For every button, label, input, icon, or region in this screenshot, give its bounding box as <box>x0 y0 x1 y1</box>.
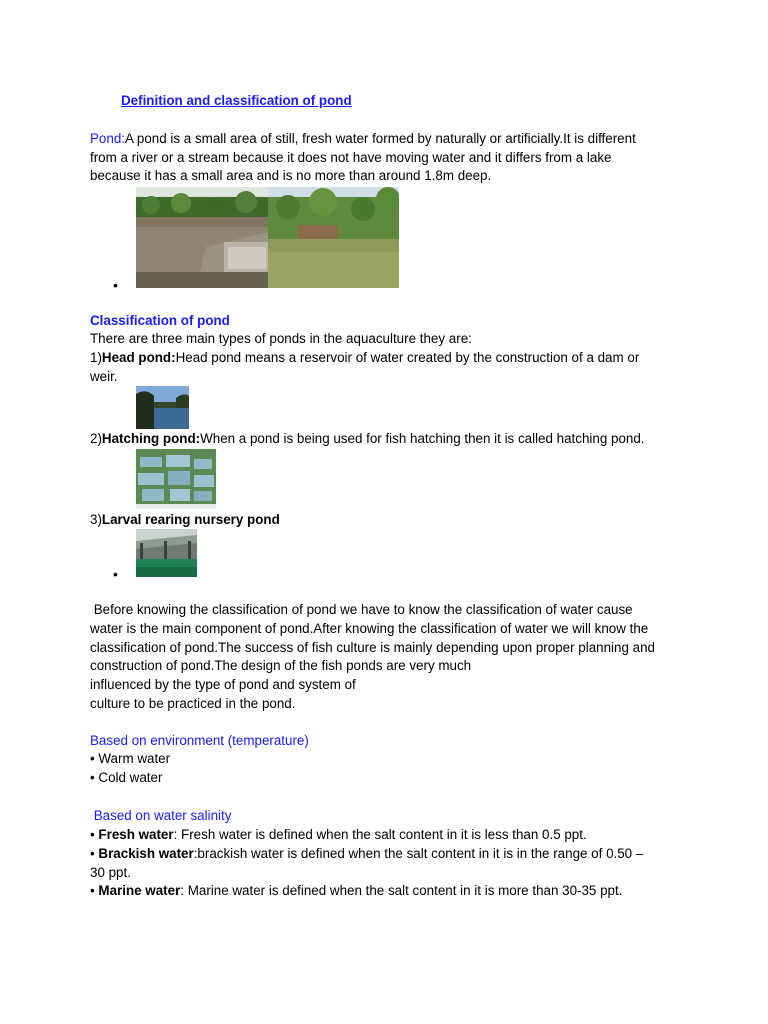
hatching-pond-text: When a pond is being used for fish hatching then it is called hatching pond. <box>200 431 645 446</box>
pond-photo-right <box>268 187 399 288</box>
nursery-pond-photo <box>136 529 197 577</box>
salinity-heading: Based on water salinity <box>90 808 232 823</box>
head-pond-number: 1) <box>90 350 102 365</box>
head-pond-line <box>90 349 639 367</box>
classification-intro: There are three main types of ponds in the aquaculture they are: <box>90 331 472 346</box>
list-bullet: • <box>113 277 118 293</box>
environment-item-warm: • Warm water <box>90 751 171 766</box>
environment-heading: Based on environment (temperature) <box>90 733 309 748</box>
head-pond-photo <box>136 386 189 429</box>
pond-definition-line-2: from a river or a stream because it does not have moving water and it differs from a lake <box>90 150 612 165</box>
head-pond-name: Head pond: <box>101 350 176 365</box>
pond-photo-left <box>136 187 268 288</box>
marine-water-name: Marine water <box>98 883 181 898</box>
brackish-water-name: Brackish water <box>98 846 194 861</box>
hatching-pond-name: Hatching pond: <box>101 431 201 446</box>
fresh-water-text: : Fresh water is defined when the salt content in it is less than 0.5 ppt. <box>173 827 587 842</box>
paragraph-line-3: classification of pond.The success of fish culture is mainly depending upon proper planning and <box>90 640 655 655</box>
paragraph-line-4: construction of pond.The design of the fish ponds are very much <box>90 658 472 673</box>
fresh-bullet: • <box>90 827 99 842</box>
paragraph-line-1: Before knowing the classification of pond we have to know the classification of water cause <box>90 602 633 617</box>
salinity-brackish-line-2: 30 ppt. <box>90 865 131 880</box>
page-title: Definition and classification of pond <box>121 93 352 108</box>
salinity-brackish-line <box>90 845 643 863</box>
paragraph-line-5: influenced by the type of pond and system of <box>90 677 356 692</box>
pond-label: Pond: <box>90 131 125 146</box>
head-pond-line-2: weir. <box>90 369 118 384</box>
pond-definition-text-1: A pond is a small area of still, fresh water formed by naturally or artificially.It is different <box>125 131 636 146</box>
larval-pond-line <box>90 511 280 529</box>
pond-definition-line-1 <box>90 130 636 148</box>
paragraph-line-2: water is the main component of pond.After knowing the classification of water we will know the <box>90 621 649 636</box>
fresh-water-name: Fresh water <box>98 827 174 842</box>
salinity-fresh-line <box>90 826 587 844</box>
list-bullet: • <box>113 566 118 582</box>
larval-pond-number: 3) <box>90 512 102 527</box>
paragraph-line-6: culture to be practiced in the pond. <box>90 696 296 711</box>
head-pond-text: Head pond means a reservoir of water created by the construction of a dam or <box>175 350 640 365</box>
larval-pond-name: Larval rearing nursery pond <box>101 512 280 527</box>
salinity-marine-line <box>90 882 622 900</box>
brackish-bullet: • <box>90 846 99 861</box>
pond-definition-line-3: because it has a small area and is no more than around 1.8m deep. <box>90 168 492 183</box>
classification-heading: Classification of pond <box>90 313 230 328</box>
brackish-water-text: :brackish water is defined when the salt content in it is in the range of 0.50 – <box>193 846 644 861</box>
environment-item-cold: • Cold water <box>90 770 163 785</box>
hatching-pond-number: 2) <box>90 431 102 446</box>
marine-water-text: : Marine water is defined when the salt content in it is more than 30-35 ppt. <box>180 883 623 898</box>
hatching-pond-line <box>90 430 645 448</box>
marine-bullet: • <box>90 883 99 898</box>
hatching-pond-photo <box>136 449 216 509</box>
